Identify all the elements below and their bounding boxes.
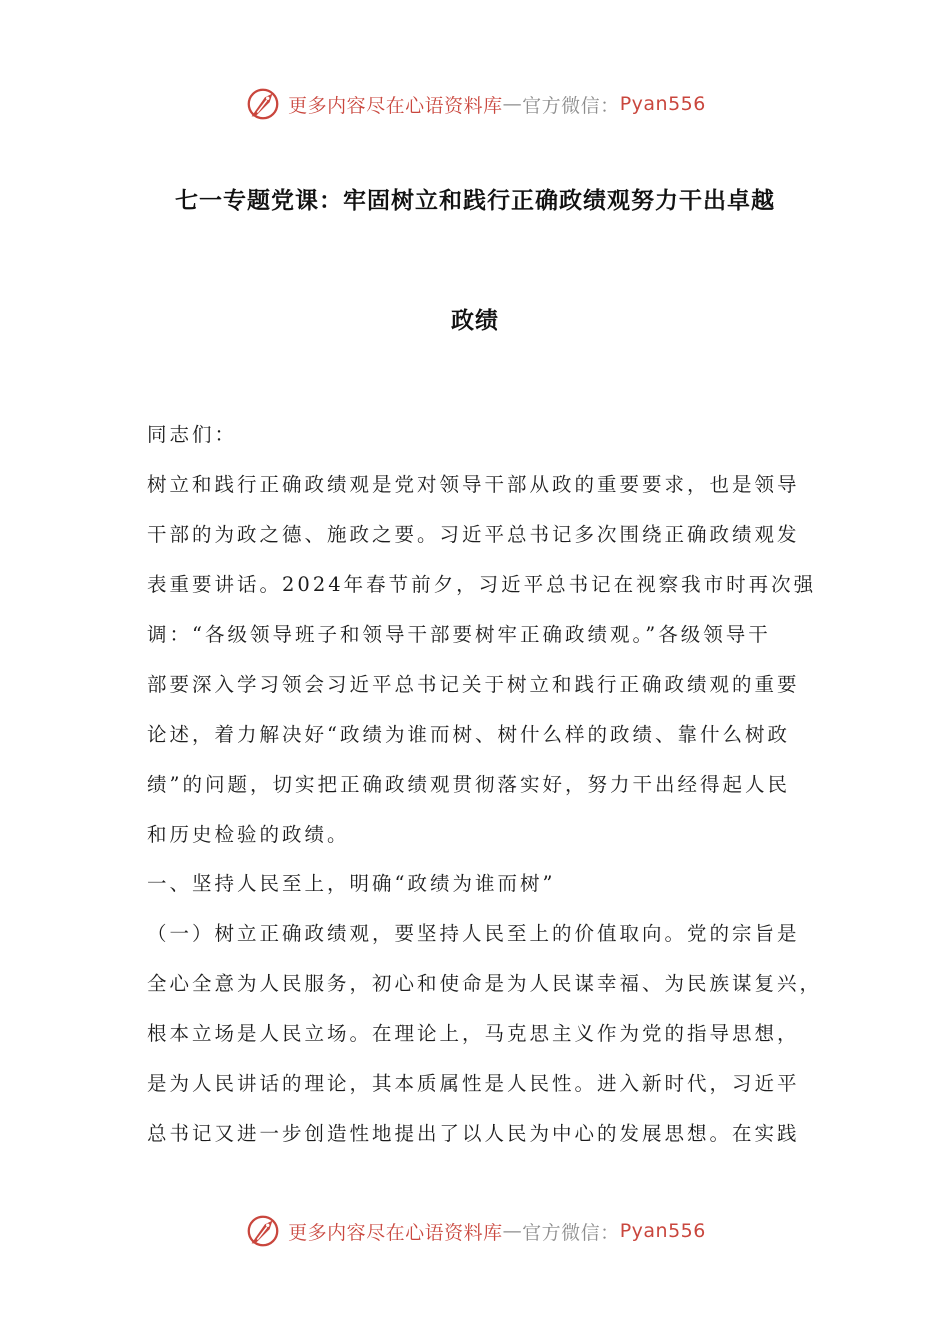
paragraph-line: 绩”的问题，切实把正确政绩观贯彻落实好，努力干出经得起人民 — [147, 773, 790, 796]
watermark-dash: — — [502, 1220, 523, 1242]
footer-watermark — [0, 1211, 950, 1251]
watermark-wechat-label: 官方微信： — [522, 1221, 620, 1244]
watermark-site-text: 更多内容尽在心语资料库 — [288, 94, 503, 117]
section-heading: 一、坚持人民至上，明确“政绩为谁而树” — [147, 872, 556, 895]
document-title-line-1: 七一专题党课：牢固树立和践行正确政绩观努力干出卓越 — [175, 188, 775, 214]
paragraph-line: 总书记又进一步创造性地提出了以人民为中心的发展思想。在实践 — [147, 1122, 800, 1145]
watermark-wechat-id: Pyan556 — [619, 1220, 706, 1242]
paragraph-line: （一）树立正确政绩观，要坚持人民至上的价值取向。党的宗旨是 — [147, 922, 800, 945]
document-title-line-2: 政绩 — [451, 308, 499, 334]
watermark-wechat-id: Pyan556 — [619, 93, 706, 115]
salutation: 同志们： — [147, 423, 238, 446]
header-watermark — [0, 84, 950, 124]
paragraph-line: 论述，着力解决好“政绩为谁而树、树什么样的政绩、靠什么树政 — [147, 723, 790, 746]
watermark-wechat-label: 官方微信： — [522, 94, 620, 117]
paragraph-line: 树立和践行正确政绩观是党对领导干部从政的重要要求，也是领导 — [147, 473, 800, 496]
paragraph-line: 和历史检验的政绩。 — [147, 823, 350, 846]
paragraph-line: 全心全意为人民服务，初心和使命是为人民谋幸福、为民族谋复兴， — [147, 972, 823, 995]
paragraph-line: 是为人民讲话的理论，其本质属性是人民性。进入新时代，习近平 — [147, 1072, 800, 1095]
paragraph-line: 表重要讲话。2024年春节前夕，习近平总书记在视察我市时再次强 — [147, 573, 817, 596]
pen-nib-logo-icon — [244, 1212, 282, 1250]
pen-nib-logo-icon — [244, 85, 282, 123]
paragraph-line: 调：“各级领导班子和领导干部要树牢正确政绩观。”各级领导干 — [147, 623, 771, 646]
paragraph-line: 根本立场是人民立场。在理论上，马克思主义作为党的指导思想， — [147, 1022, 800, 1045]
watermark-dash: — — [502, 93, 523, 115]
watermark-site-text: 更多内容尽在心语资料库 — [288, 1221, 503, 1244]
paragraph-line: 干部的为政之德、施政之要。习近平总书记多次围绕正确政绩观发 — [147, 523, 800, 546]
paragraph-line: 部要深入学习领会习近平总书记关于树立和践行正确政绩观的重要 — [147, 673, 800, 696]
